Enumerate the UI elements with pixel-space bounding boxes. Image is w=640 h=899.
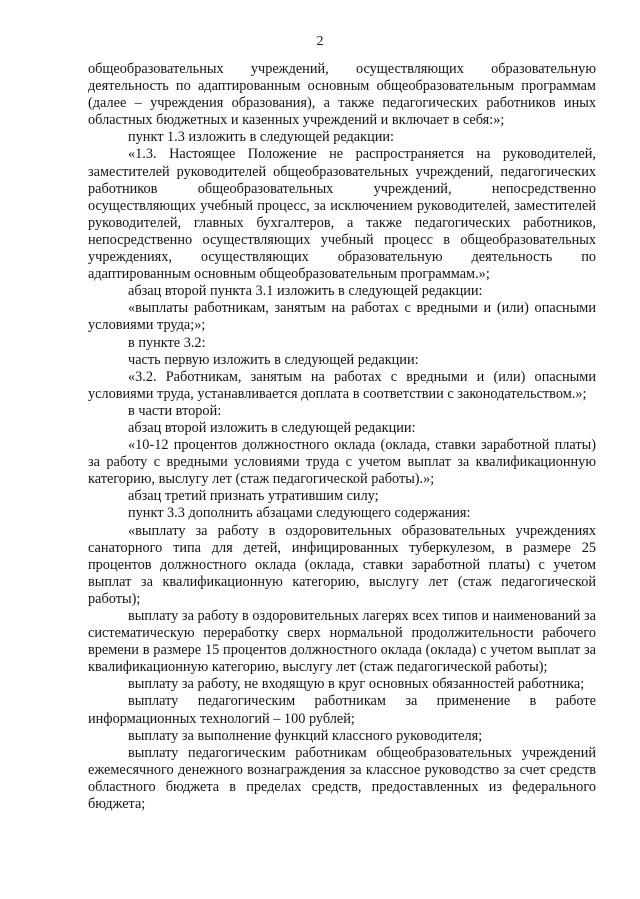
paragraph: «1.3. Настоящее Положение не распространяется на руководителей, заместителей руководителей общеобразовательных учреждений, педагогических работников общеобразовательных учреждений, непосредственно осуществляющих учебный процесс, за исключением руководителей, заместителей руководителей, главных бухгалтеров, а также педагогических работников, непосредственно осуществляющих учебный процесс в общеобразовательных учреждениях, осуществляющих образовательную деятельность по адаптированным основным общеобразовательным программам.»; xyxy=(88,146,596,283)
paragraph: выплату за выполнение функций классного руководителя; xyxy=(128,727,483,744)
paragraph: выплату за работу в оздоровительных лагерях всех типов и наименований за систематическую переработку сверх нормальной продолжительности рабочего времени в размере 15 процентов должностного оклада (оклада) с учетом выплат за квалификационную категорию, выслугу лет (стаж педагогической работы); xyxy=(88,608,596,676)
paragraph: в пункте 3.2: xyxy=(128,334,206,351)
paragraph: абзац второй изложить в следующей редакции: xyxy=(128,419,416,436)
paragraph: пункт 3.3 дополнить абзацами следующего содержания: xyxy=(128,505,471,522)
paragraph: абзац второй пункта 3.1 изложить в следующей редакции: xyxy=(128,283,483,300)
paragraph: пункт 1.3 изложить в следующей редакции: xyxy=(128,129,395,146)
paragraph: «10-12 процентов должностного оклада (оклада, ставки заработной платы) за работу с вредными условиями труда с учетом выплат за квалификационную категорию, выслугу лет (стаж педагогической работы).»; xyxy=(88,437,596,488)
document-body xyxy=(88,61,596,813)
paragraph: выплату за работу, не входящую в круг основных обязанностей работника; xyxy=(128,676,585,693)
paragraph: выплату педагогическим работникам за применение в работе информационных технологий – 100 рублей; xyxy=(88,693,596,727)
paragraph-continuation: общеобразовательных учреждений, осуществляющих образовательную деятельность по адаптированным основным общеобразовательным программам (далее – учреждения образования), а также педагогических работников иных областных бюджетных и казенных учреждений и включает в себя:»; xyxy=(88,61,596,129)
paragraph: «3.2. Работникам, занятым на работах с вредными и (или) опасными условиями труда, устанавливается доплата в соответствии с законодательством.»; xyxy=(88,368,596,402)
paragraph: выплату педагогическим работникам общеобразовательных учреждений ежемесячного денежного вознаграждения за классное руководство за счет средств областного бюджета в пределах средств, предоставленных из федерального бюджета; xyxy=(88,744,596,813)
paragraph: «выплаты работникам, занятым на работах с вредными и (или) опасными условиями труда;»; xyxy=(88,300,596,334)
paragraph: в части второй: xyxy=(128,402,222,419)
page-number: 2 xyxy=(316,34,324,49)
paragraph: «выплату за работу в оздоровительных образовательных учреждениях санаторного типа для детей, инфицированных туберкулезом, в размере 25 процентов должностного оклада (оклада, ставки заработной платы) с учетом выплат за квалификационную категорию, выслугу лет (стаж педагогической работы); xyxy=(88,522,596,607)
paragraph: часть первую изложить в следующей редакции: xyxy=(128,351,419,368)
paragraph: абзац третий признать утратившим силу; xyxy=(128,488,379,505)
